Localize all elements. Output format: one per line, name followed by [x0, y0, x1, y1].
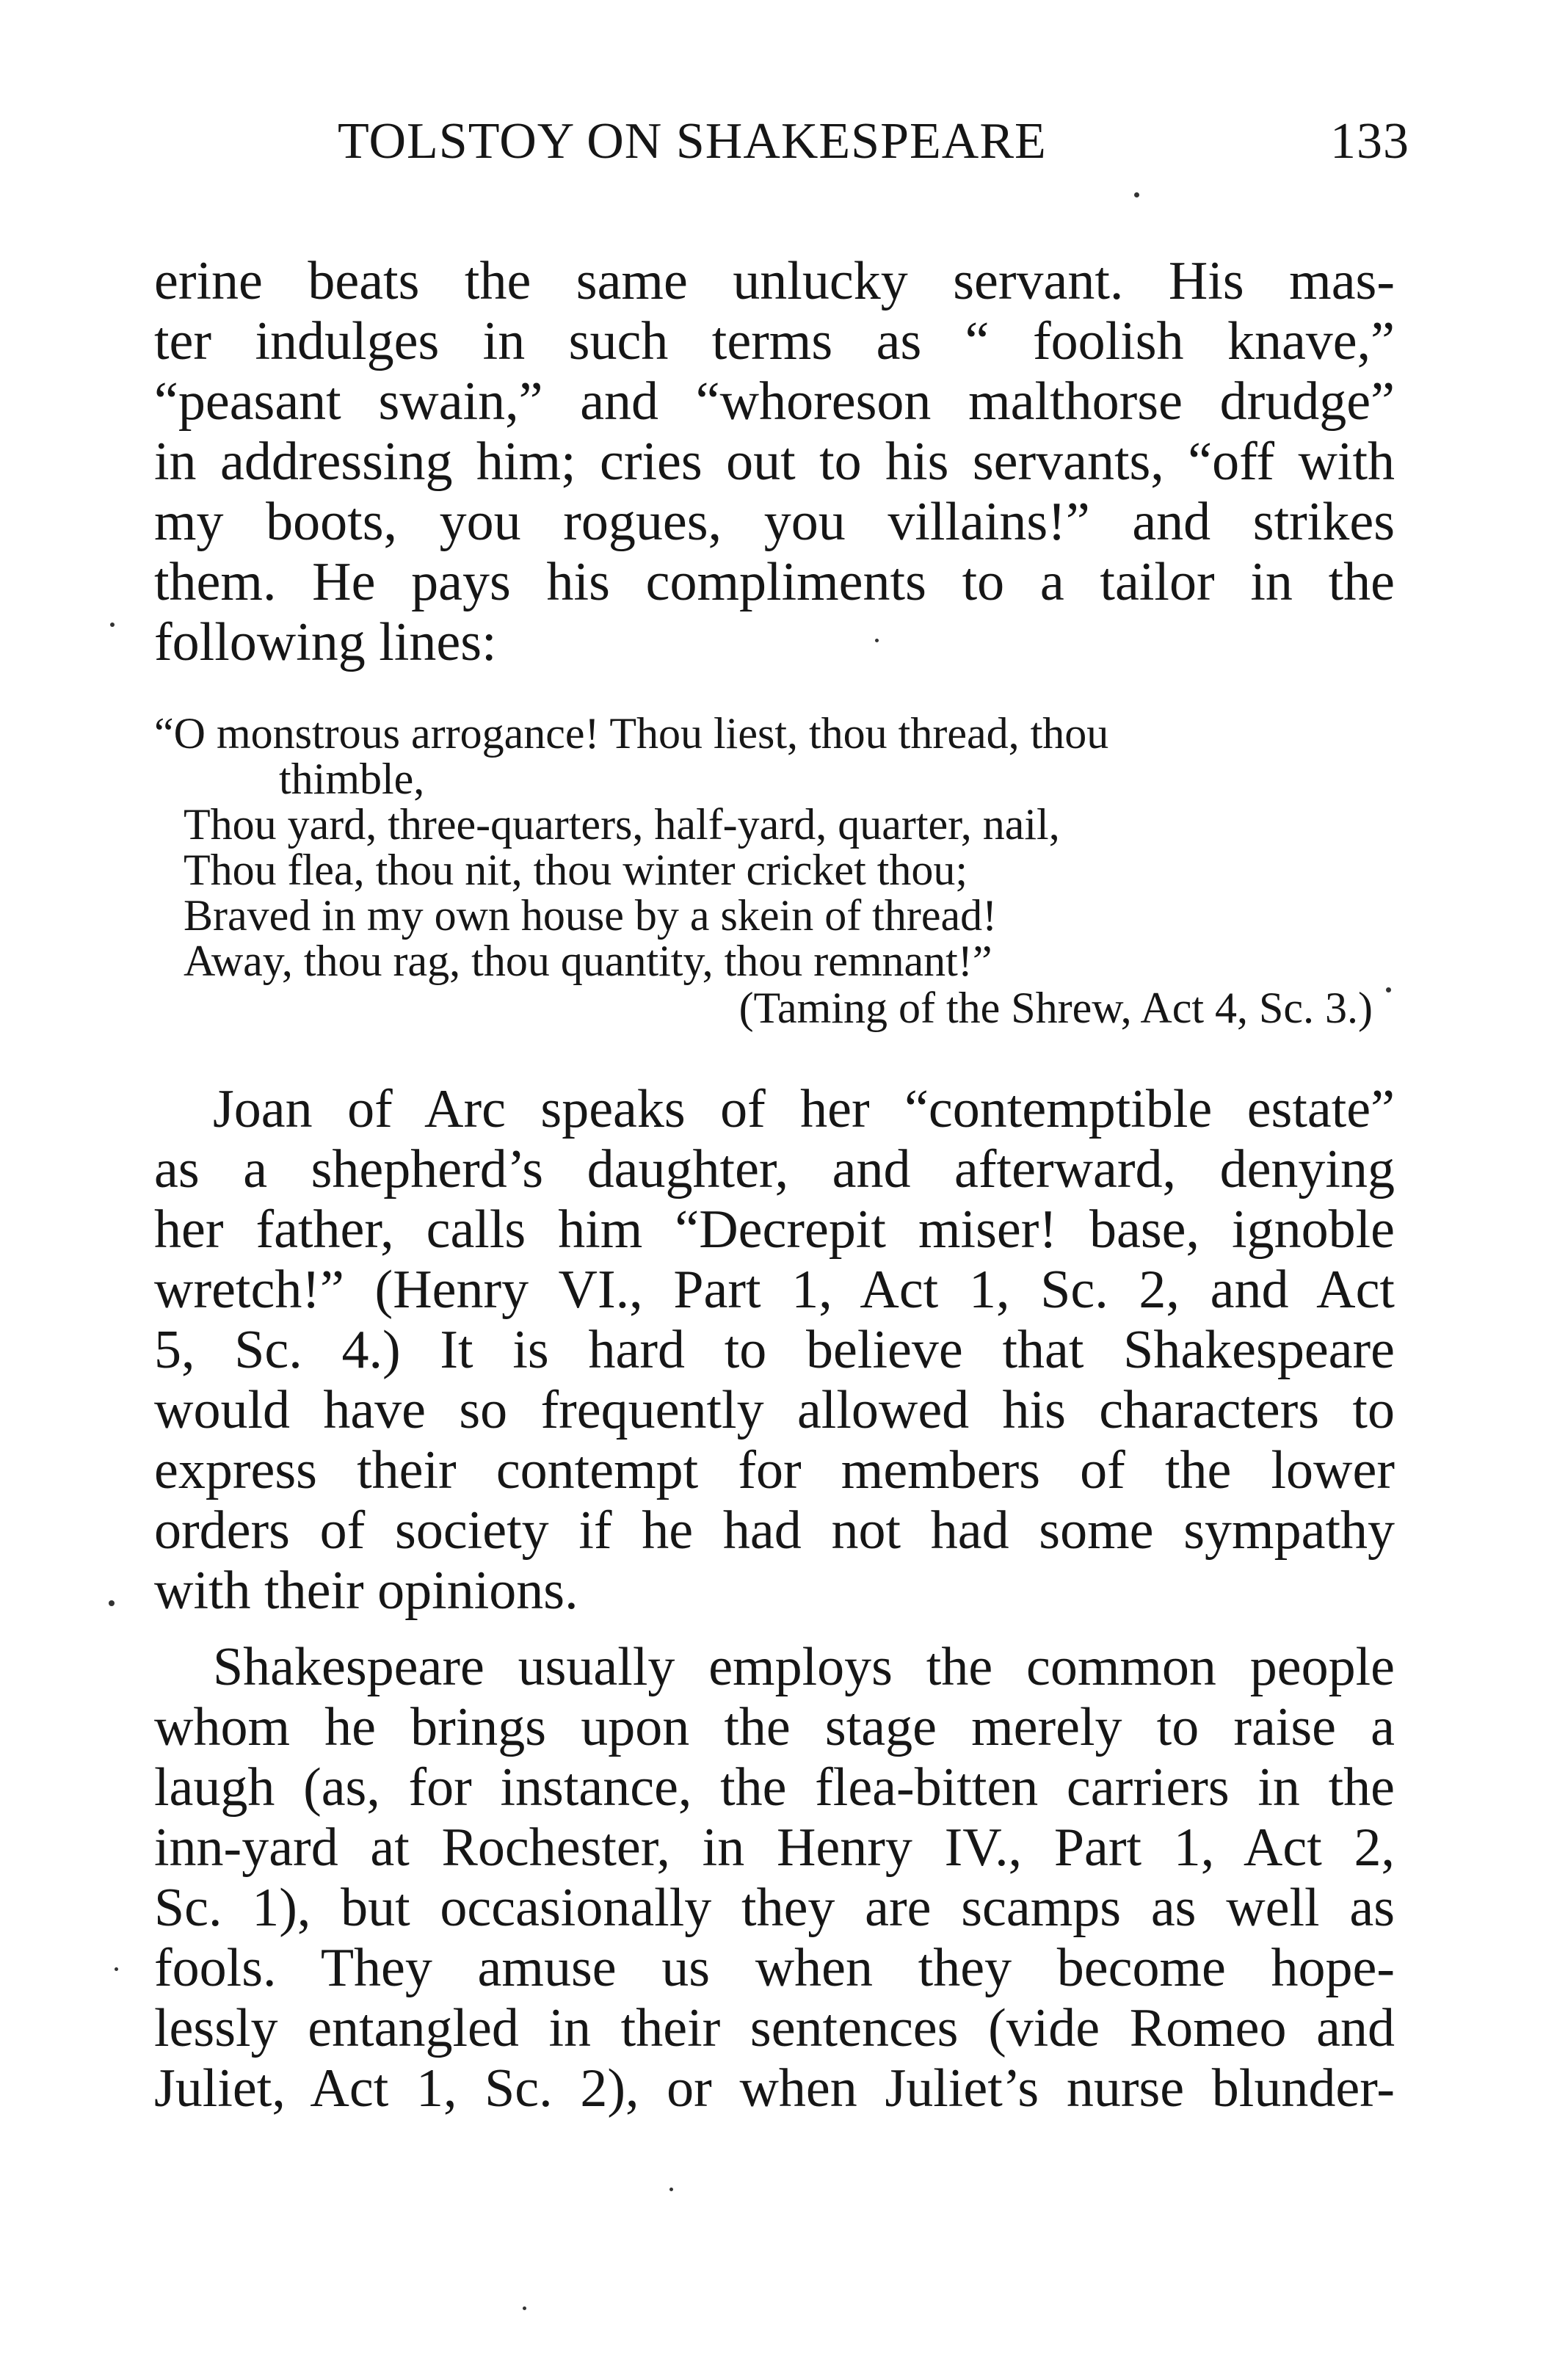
- paragraph-line: fools. They amuse us when they become hope-: [154, 1938, 1395, 1998]
- scan-speck: [1134, 192, 1139, 197]
- verse-citation: (Taming of the Shrew, Act 4, Sc. 3.): [738, 984, 1373, 1032]
- paragraph-line: orders of society if he had not had some sympathy: [154, 1500, 1395, 1561]
- paragraph-line: following lines:: [154, 612, 497, 672]
- paragraph-line: them. He pays his compliments to a tailor in the: [154, 552, 1395, 612]
- paragraph-line: Joan of Arc speaks of her “contemptible estate”: [213, 1079, 1395, 1139]
- verse-line: Away, thou rag, thou quantity, thou remnant!”: [184, 937, 992, 985]
- scan-speck: [109, 1600, 115, 1606]
- paragraph-line: in addressing him; cries out to his servants, “off with: [154, 432, 1395, 492]
- paragraph-line: “peasant swain,” and “whoreson malthorse drudge”: [154, 371, 1395, 432]
- scan-speck: [115, 1967, 118, 1971]
- paragraph-line: wretch!” (Henry VI., Part 1, Act 1, Sc. 2, and Act: [154, 1260, 1395, 1320]
- scan-speck: [669, 2188, 673, 2191]
- paragraph-line: as a shepherd’s daughter, and afterward, denying: [154, 1139, 1395, 1199]
- paragraph-line: my boots, you rogues, you villains!” and strikes: [154, 492, 1395, 552]
- scan-speck: [1386, 987, 1391, 992]
- paragraph-line: Juliet, Act 1, Sc. 2), or when Juliet’s nurse blunder-: [154, 2058, 1395, 2119]
- scan-speck: [110, 622, 115, 627]
- page-number: 133: [1330, 113, 1409, 170]
- verse-line: “O monstrous arrogance! Thou liest, thou thread, thou: [154, 709, 1109, 758]
- paragraph-line: inn-yard at Rochester, in Henry IV., Part 1, Act 2,: [154, 1818, 1395, 1878]
- verse-line: thimble,: [279, 755, 425, 803]
- paragraph-line: express their contempt for members of the lower: [154, 1440, 1395, 1500]
- paragraph-line: 5, Sc. 4.) It is hard to believe that Shakespeare: [154, 1320, 1395, 1380]
- verse-line: Thou yard, three-quarters, half-yard, quarter, nail,: [184, 800, 1060, 849]
- scan-speck: [875, 639, 879, 642]
- verse-quotation: [154, 711, 1395, 1031]
- running-head: [323, 109, 1409, 175]
- paragraph-line: laugh (as, for instance, the flea-bitten carriers in the: [154, 1757, 1395, 1818]
- paragraph-1: [154, 251, 1395, 672]
- running-head-title: TOLSTOY ON SHAKESPEARE: [338, 113, 1047, 170]
- paragraph-line: would have so frequently allowed his characters to: [154, 1380, 1395, 1440]
- verse-line: Thou flea, thou nit, thou winter cricket thou;: [184, 846, 968, 894]
- paragraph-line: ter indulges in such terms as “ foolish knave,”: [154, 311, 1395, 371]
- paragraph-line: Sc. 1), but occasionally they are scamps as well as: [154, 1878, 1395, 1938]
- scan-speck: [523, 2306, 526, 2310]
- paragraph-2: [154, 1079, 1395, 1621]
- paragraph-line: her father, calls him “Decrepit miser! base, ignoble: [154, 1199, 1395, 1260]
- verse-line: Braved in my own house by a skein of thread!: [184, 891, 998, 940]
- paragraph-3: [154, 1637, 1395, 2119]
- paragraph-line: lessly entangled in their sentences (vide Romeo and: [154, 1998, 1395, 2058]
- paragraph-line: whom he brings upon the stage merely to raise a: [154, 1697, 1395, 1757]
- paragraph-line: with their opinions.: [154, 1561, 578, 1621]
- paragraph-line: Shakespeare usually employs the common people: [213, 1637, 1395, 1697]
- paragraph-line: erine beats the same unlucky servant. His mas-: [154, 251, 1395, 311]
